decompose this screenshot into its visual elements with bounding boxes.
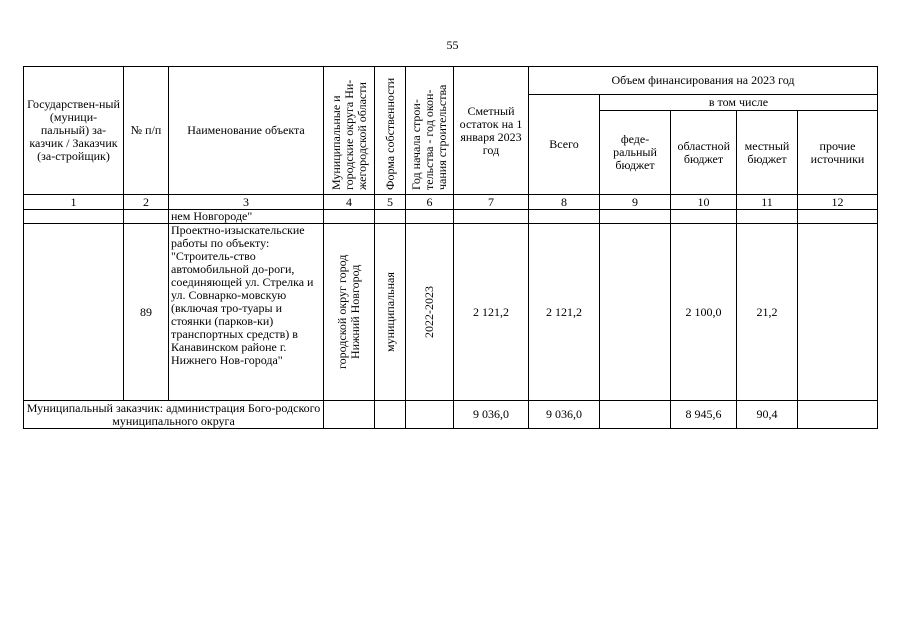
summary-federal <box>600 401 671 429</box>
header-financing: Объем финансирования на 2023 год <box>529 67 878 95</box>
col-number: 3 <box>169 195 324 210</box>
row-ownership: муниципальная <box>375 224 406 401</box>
row-local: 21,2 <box>737 224 798 401</box>
row-municipal: городской округ город Нижний Новгород <box>324 224 375 401</box>
header-other: прочие источники <box>798 111 878 195</box>
header-total: Всего <box>529 95 600 195</box>
header-num: № п/п <box>124 67 169 195</box>
header-federal: феде-ральный бюджет <box>600 111 671 195</box>
page-number: 55 <box>446 38 459 52</box>
header-including: в том числе <box>600 95 878 111</box>
col-number: 1 <box>24 195 124 210</box>
row-federal <box>600 224 671 401</box>
summary-local: 90,4 <box>737 401 798 429</box>
table-row <box>24 224 878 401</box>
row-other <box>798 224 878 401</box>
summary-regional: 8 945,6 <box>671 401 737 429</box>
summary-total: 9 036,0 <box>529 401 600 429</box>
col-number: 10 <box>671 195 737 210</box>
summary-label: Муниципальный заказчик: администрация Бого-родского муниципального округа <box>24 401 324 429</box>
header-municipal: Муниципальные и городские округа Ни-жегородской области <box>324 67 375 195</box>
row-name: Проектно-изыскательские работы по объекту: "Строитель-ство автомобильной до-роги, соединяющей ул. Стрелка и ул. Совнарко-мовскую (включая тро-туары и стоянки (парков-ки) транспортных средств) в Канавинском районе г. Нижнего Нов-города" <box>169 224 324 401</box>
row-num: 89 <box>124 224 169 401</box>
row-years: 2022-2023 <box>406 224 454 401</box>
header-name: Наименование объекта <box>169 67 324 195</box>
summary-row <box>24 401 878 429</box>
col-number: 6 <box>406 195 454 210</box>
continuation-text: нем Новгороде" <box>169 210 324 224</box>
col-number: 8 <box>529 195 600 210</box>
financing-table <box>23 66 878 429</box>
row-remaining: 2 121,2 <box>454 224 529 401</box>
col-number: 9 <box>600 195 671 210</box>
col-number: 7 <box>454 195 529 210</box>
col-number: 2 <box>124 195 169 210</box>
col-number: 5 <box>375 195 406 210</box>
header-local: местный бюджет <box>737 111 798 195</box>
row-total: 2 121,2 <box>529 224 600 401</box>
col-number: 4 <box>324 195 375 210</box>
row-regional: 2 100,0 <box>671 224 737 401</box>
summary-remaining: 9 036,0 <box>454 401 529 429</box>
col-number: 12 <box>798 195 878 210</box>
header-remaining: Сметный остаток на 1 января 2023 год <box>454 67 529 195</box>
header-regional: областной бюджет <box>671 111 737 195</box>
header-ownership: Форма собственности <box>375 67 406 195</box>
header-customer: Государствен-ный (муници-пальный) за-казчик / Заказчик (за-стройщик) <box>24 67 124 195</box>
col-number: 11 <box>737 195 798 210</box>
summary-other <box>798 401 878 429</box>
header-years: Год начала строи-тельства - год окон-чания строительства <box>406 67 454 195</box>
